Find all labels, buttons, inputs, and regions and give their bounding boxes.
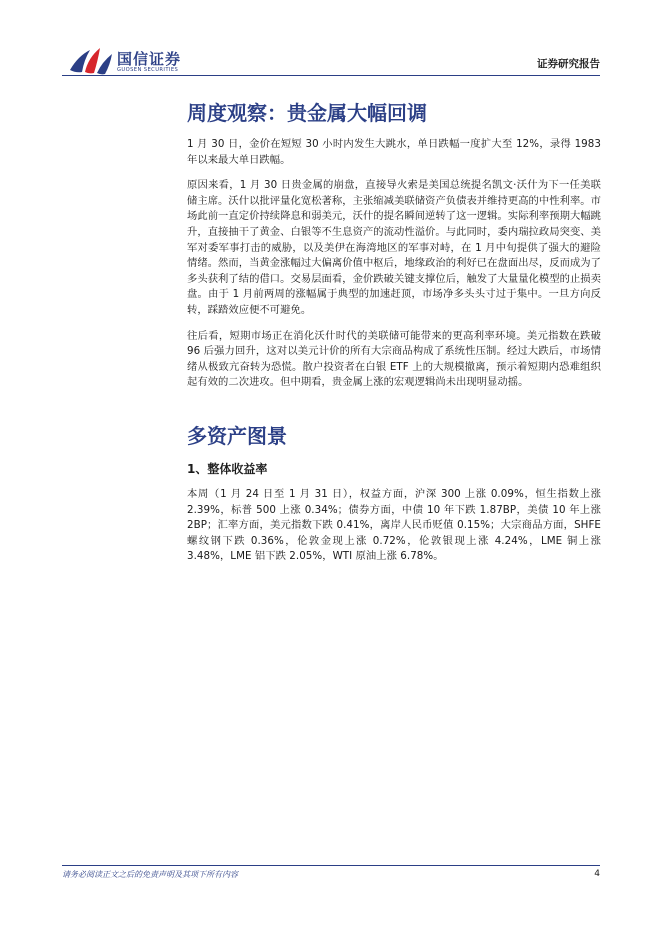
company-logo (68, 44, 188, 78)
paragraph: 1 月 30 日，金价在短短 30 小时内发生大跳水，单日跌幅一度扩大至 12%，录得 1983 年以来最大单日跌幅。 (187, 138, 601, 166)
logo-chinese-name: 国信证券 (117, 50, 182, 68)
guosen-logo-icon (68, 46, 114, 76)
header-divider (62, 75, 600, 76)
subsection-title-overall-returns: 1、整体收益率 (187, 461, 268, 476)
page-header (0, 0, 662, 80)
paragraph: 本周（1 月 24 日至 1 月 31 日），权益方面，沪深 300 上涨 0.09%，恒生指数上涨 2.39%，标普 500 上涨 0.34%；债券方面，中债 10 年下跌 1.87BP，美债 10 年上涨 2BP；汇率方面，美元指数下跌 0.41%，离岸人民币贬值 0.15%；大宗商品方面，SHFE 螺纹钢下跌 0.36%，伦敦金现上涨 0.72%，伦敦银现上涨 4.24%，LME 铜上涨 3.48%，LME 铝下跌 2.05%，WTI 原油上涨 6.78%。 (187, 487, 601, 563)
logo-english-name: GUOSEN SECURITIES (117, 67, 179, 73)
footer-divider (62, 865, 600, 866)
footer-disclaimer: 请务必阅读正文之后的免责声明及其项下所有内容 (62, 870, 238, 879)
paragraph: 原因来看，1 月 30 日贵金属的崩盘，直接导火索是美国总统提名凯文·沃什为下一任美联储主席。沃什以批评量化宽松著称，主张缩减美联储资产负债表并维持更高的中性利率。市场此前一直定价持续降息和弱美元，沃什的提名瞬间逆转了这一逻辑。实际利率预期大幅跳升，直接抽干了黄金、白银等不生息资产的流动性溢价。与此同时，委内瑞拉政局突变、美军对委军事打击的威胁，以及美伊在海湾地区的军事对峙，在 1 月中旬提供了强大的避险情绪。然而，当黄金涨幅过大偏离价值中枢后，地缘政治的利好已在盘面出尽，反而成为了多头获利了结的借口。交易层面看，金价跌破关键支撑位后，触发了大量量化模型的止损卖盘。由于 1 月前两周的涨幅属于典型的加速赶顶，市场净多头头寸过于集中。一旦方向反转，踩踏效应便不可避免。 (187, 179, 601, 316)
section-title-multi-asset: 多资产图景 (187, 423, 287, 448)
report-type-label: 证券研究报告 (537, 58, 600, 70)
main-content (187, 96, 601, 565)
page-number: 4 (594, 869, 600, 879)
paragraph: 往后看，短期市场正在消化沃什时代的美联储可能带来的更高利率环境。美元指数在跌破 96 后强力回升，这对以美元计价的所有大宗商品构成了系统性压制。经过大跌后，市场情绪从极致亢奋转为恐慌。散户投资者在白银 ETF 上的大规模撤离，预示着短期内恐难组织起有效的二次进攻。但中期看，贵金属上涨的宏观逻辑尚未出现明显动摇。 (187, 329, 601, 389)
section-title-weekly-observation: 周度观察：贵金属大幅回调 (187, 101, 427, 125)
